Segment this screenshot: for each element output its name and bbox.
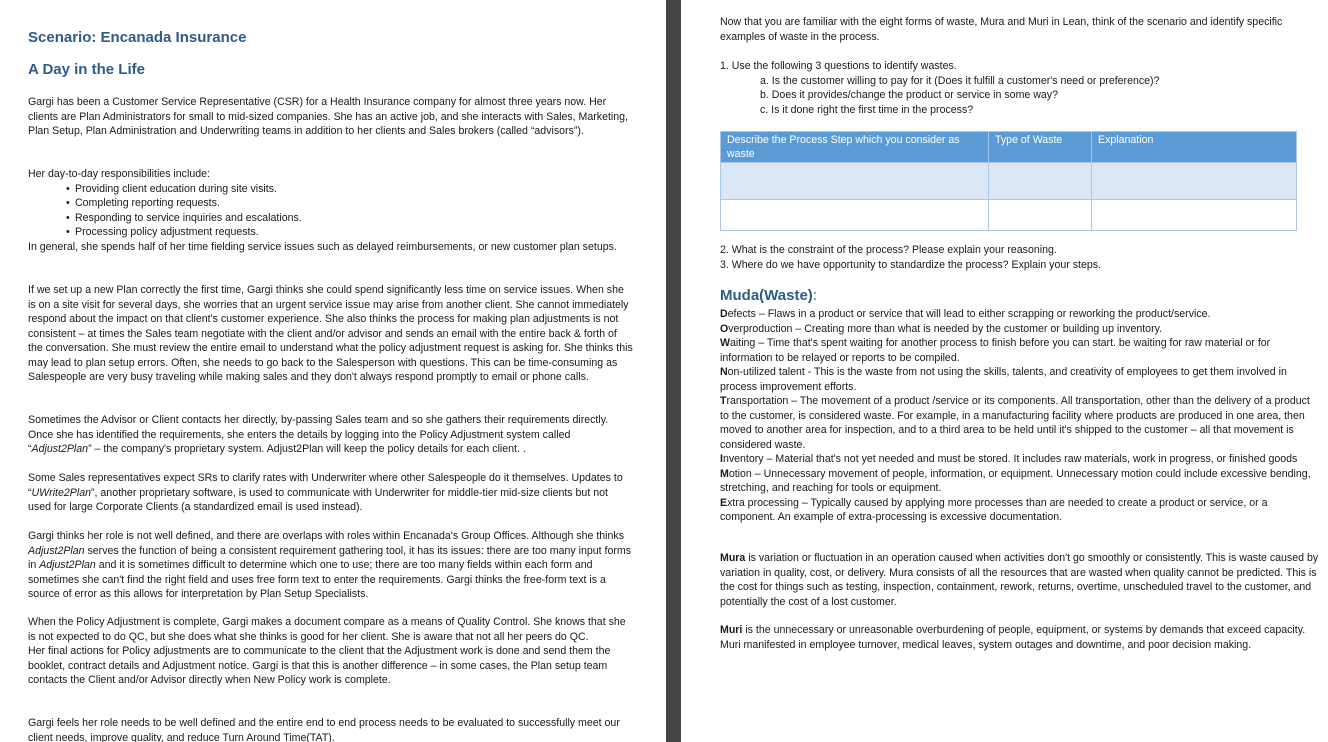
mura-section <box>720 551 1320 609</box>
mura-text: Mura is variation or fluctuation in an operation caused when activities don't go smoothly or consistently. This is waste caused by variation in quality, cost, or delivery. Mura consists of all the resources that are wasted when quality cannot be predicted. This is the cost for things such as testing, inspection, containment, rework, returns, overtime, unscheduled travel to the customer, and potentially the cost of a lost customer. <box>720 552 1319 608</box>
qc-text: When the Policy Adjustment is complete, Gargi makes a document compare as a means of Quality Control. She knows that she is not expected to do QC, but she does what she thinks is good for her client. She is aware that not all her peers do QC. <box>28 616 626 643</box>
table-cell[interactable] <box>721 200 989 231</box>
qc-paragraph <box>28 615 633 688</box>
intro-paragraph <box>28 95 633 139</box>
table-cell[interactable] <box>1092 200 1297 231</box>
closing-text: Gargi feels her role needs to be well defined and the entire end to end process needs to be evaluated to successfully meet our client needs, improve quality, and reduce Turn Around Time(TAT). <box>28 717 620 742</box>
table-cell[interactable] <box>1092 163 1297 200</box>
table-header-row <box>721 132 1297 163</box>
question-1-text: 1. Use the following 3 questions to identify wastes. <box>720 60 957 72</box>
list-item: b. Does it provides/change the product or service in some way? <box>760 89 1058 101</box>
question-1-sublist <box>720 74 1320 118</box>
question-3-text: 3. Where do we have opportunity to standardize the process? Explain your steps. <box>720 258 1102 271</box>
responsibilities-block <box>28 167 633 254</box>
muda-item: Extra processing – Typically caused by applying more processes than are needed to create a product or service, or a component. An example of extra-processing is excessive documentation. <box>720 496 1268 523</box>
half-time-text: In general, she spends half of her time fielding service issues such as delayed reimbursements, or new customer plan setups. <box>28 240 617 253</box>
closing-paragraph <box>28 716 633 742</box>
muda-item: Motion – Unnecessary movement of people, information, or equipment. Unnecessary motion could include excessive bending, stretching, and reaching for tools or equipment. <box>720 467 1311 494</box>
muda-item: Transportation – The movement of a product /service or its components. All transportation, other than the delivery of a product to the customer, is considered waste. For example, in a manufacturing facility where products are produced in one area, then moved to another area for inspection, and to a third area to be held until it's shipped to the customer – all that movement is considered waste. <box>720 395 1310 451</box>
table-cell[interactable] <box>989 163 1092 200</box>
responsibilities-list <box>28 182 633 240</box>
muda-item: Non-utilized talent - This is the waste from not using the skills, talents, and creativity of employees to get them involved in process improvement efforts. <box>720 366 1287 393</box>
question-1 <box>720 59 1320 117</box>
muda-heading: Muda(Waste): <box>720 287 817 304</box>
muda-item: Overproduction – Creating more than what is needed by the customer or building up inventory. <box>720 322 1163 335</box>
list-item: • Providing client education during site visits. <box>66 182 633 197</box>
plan-paragraph <box>28 283 633 385</box>
page-divider <box>666 0 681 742</box>
muda-list <box>720 307 1320 525</box>
muda-section <box>720 286 1320 525</box>
table-header-type: Type of Waste <box>989 132 1092 163</box>
muda-item: Defects – Flaws in a product or service that will lead to either scrapping or reworking the product/service. <box>720 308 1211 320</box>
table-cell[interactable] <box>989 200 1092 231</box>
page-title: Scenario: Encanada Insurance <box>28 29 247 46</box>
waste-table <box>720 131 1297 231</box>
muri-text: Muri is the unnecessary or unreasonable overburdening of people, equipment, or systems by demands that exceed capacity. Muri manifested in employee turnover, medical leaves, system outages and downtime, and poor decision making. <box>720 624 1306 651</box>
plan-text: If we set up a new Plan correctly the first time, Gargi thinks she could spend significantly less time on service issues. When she is on a site visit for several days, she worries that an urgent service issue may arise from another client. She cannot immediately respond about the impact on that client's customer experience. She also thinks the process for making plan adjustments is not consistent – at times the Sales team negotiate with the client and/or advisor and sends an email with the entire back & forth of the conversation. She must review the entire email to understand what the policy adjustment request is asking for. She thinks this may lead to plan setup errors. Often, she needs to go back to the Salesperson with questions. This can be time-consuming as Salespeople are very busy traveling while making sales and they don't always respond promptly to email or phone calls. <box>28 284 633 383</box>
final-actions-text: Her final actions for Policy adjustments are to communicate to the client that the Adjustment work is done and send them the booklet, contract details and Adjustment notice. Gargi is that this is another difference – in some cases, the Plan setup team contacts the Client and/or Advisor directly when New Policy work is complete. <box>28 645 611 686</box>
sales-paragraph <box>28 471 633 515</box>
table-row <box>721 200 1297 231</box>
question-2-text: 2. What is the constraint of the process? Please explain your reasoning. <box>720 244 1057 256</box>
exercise-intro-text: Now that you are familiar with the eight forms of waste, Mura and Muri in Lean, think of the scenario and identify specific examples of waste in the process. <box>720 16 1283 43</box>
muda-item: Inventory – Material that's not yet needed and must be stored. It includes raw materials, work in progress, or finished goods <box>720 453 1298 465</box>
table-header-process-step: Describe the Process Step which you consider as waste <box>721 132 989 163</box>
intro-text: Gargi has been a Customer Service Representative (CSR) for a Health Insurance company for almost three years now. Her clients are Plan Administrators for small to mid-sized companies. She has an active job, and she interacts with Sales, Marketing, Plan Setup, Plan Administration and Underwriting teams in addition to her clients and Sales brokers (called “advisors”). <box>28 96 629 137</box>
page-subtitle: A Day in the Life <box>28 61 145 78</box>
table-cell[interactable] <box>721 163 989 200</box>
advisor-paragraph <box>28 413 633 457</box>
muda-item: Waiting – Time that's spent waiting for another process to finish before you can start. be waiting for raw material or for information to be relayed or reports to be compiled. <box>720 337 1271 364</box>
right-page <box>681 0 1328 742</box>
table-row <box>721 163 1297 200</box>
advisor-text: Sometimes the Advisor or Client contacts her directly, by-passing Sales team and so she gathers their requirements directly. Once she has identified the requirements, she enters the details by logging into the Policy Adjustment system called “Adjust2Plan” – the company's proprietary system. Adjust2Plan will keep the policy details for each client. . <box>28 414 609 455</box>
muri-section <box>720 623 1320 652</box>
questions-2-3 <box>720 243 1320 272</box>
list-item: • Processing policy adjustment requests. <box>66 225 633 240</box>
list-item: • Responding to service inquiries and escalations. <box>66 211 633 226</box>
role-paragraph <box>28 529 633 602</box>
list-item: • Completing reporting requests. <box>66 196 633 211</box>
list-item: c. Is it done right the first time in the process? <box>760 103 974 116</box>
responsibilities-intro: Her day-to-day responsibilities include: <box>28 168 210 180</box>
exercise-intro <box>720 15 1320 44</box>
sales-text: Some Sales representatives expect SRs to clarify rates with Underwriter where other Salespeople do it themselves. Updates to “UWrite2Plan”, another proprietary software, is used to communicate with Underwriter for middle-tier mid-size clients but not used for large Corporate Clients (a standardized email is used instead). <box>28 472 623 513</box>
role-text: Gargi thinks her role is not well defined, and there are overlaps with roles within Encanada's Group Offices. Although she thinks Adjust2Plan serves the function of being a consistent requirement gathering tool, it has its issues: there are too many input forms in Adjust2Plan and it is sometimes difficult to determine which one to use; there are too many fields within each form and sometimes she can't find the right field and uses free form text to enter the requirements. Gargi thinks the free-form text is a source of error as this allows for interpretation by Plan Setup Specialists. <box>28 530 632 600</box>
list-item: a. Is the customer willing to pay for it (Does it fulfill a customer's need or preference)? <box>760 74 1160 87</box>
table-header-explanation: Explanation <box>1092 132 1297 163</box>
